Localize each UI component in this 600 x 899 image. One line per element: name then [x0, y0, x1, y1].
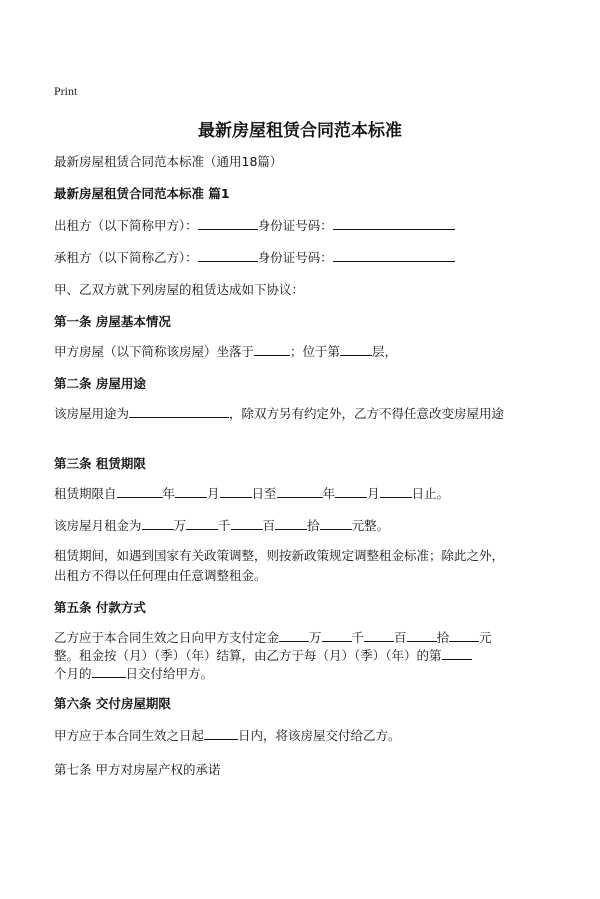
payment-schedule-line: [54, 646, 554, 666]
lessor-line: [54, 216, 554, 236]
lease-term-text: 年: [162, 486, 176, 501]
lease-term-text: 月: [207, 486, 220, 501]
floor-blank[interactable]: [340, 342, 372, 356]
rent-text: 该房屋月租金为: [54, 518, 142, 533]
article5-heading: 第五条 付款方式: [54, 600, 146, 615]
rent-text: 拾: [307, 518, 320, 533]
rent-qian-blank[interactable]: [186, 516, 218, 530]
article6-heading: 第六条 交付房屋期限: [54, 696, 171, 711]
lessor-name-blank[interactable]: [198, 216, 258, 230]
article1-text-part: ；位于第: [290, 344, 341, 359]
deposit-text: 拾: [436, 630, 450, 645]
article2-text-part: 该房屋用途为: [54, 406, 130, 421]
article1-heading: 第一条 房屋基本情况: [54, 314, 171, 329]
lease-term-text: 年: [322, 486, 336, 501]
location-blank[interactable]: [254, 342, 290, 356]
article7-heading: 第七条 甲方对房屋产权的承诺: [54, 762, 221, 777]
usage-blank[interactable]: [129, 404, 229, 418]
lease-term-text: 日止。: [411, 486, 450, 501]
payment-nth-blank[interactable]: [442, 646, 472, 660]
deposit-text: 百: [394, 630, 407, 645]
lessee-name-blank[interactable]: [198, 248, 258, 262]
article1-text-part: 甲方房屋（以下简称该房屋）坐落于: [54, 344, 255, 359]
agreement-intro: 甲、乙双方就下列房屋的租赁达成如下协议：: [54, 282, 305, 297]
lease-term-text: 月: [367, 486, 380, 501]
payment-text: 个月的: [54, 666, 92, 681]
payment-text: 日交付给甲方。: [125, 666, 214, 681]
section-heading: 最新房屋租赁合同范本标准 篇1: [54, 186, 230, 201]
rent-text: 元整。: [351, 518, 390, 533]
rent-text: 万: [173, 518, 187, 533]
deposit-text: 元: [479, 630, 492, 645]
article6-text: [54, 726, 554, 746]
rent-adjust-line2: 出租方不得以任何理由任意调整租金。: [54, 568, 267, 583]
lessor-id-blank[interactable]: [333, 216, 455, 230]
rent-yuan-blank[interactable]: [320, 516, 352, 530]
rent-text: 百: [262, 518, 276, 533]
article6-text-part: 日内，将该房屋交付给乙方。: [238, 728, 401, 743]
deposit-text: 万: [309, 630, 322, 645]
document-subtitle: 最新房屋租赁合同范本标准（通用18篇）: [54, 154, 283, 169]
lease-term-text: 日至: [251, 486, 277, 501]
payment-day-line: [54, 664, 554, 684]
article1-text: [54, 342, 554, 362]
rent-text: 千: [218, 518, 231, 533]
lease-term-line: [54, 484, 554, 504]
deposit-line: [54, 628, 554, 648]
article2-text-part: ，除双方另有约定外，乙方不得任意改变房屋用途: [229, 406, 505, 421]
deposit-text: 乙方应于本合同生效之日向甲方支付定金: [54, 630, 280, 645]
handover-days-blank[interactable]: [204, 726, 238, 740]
payment-day-blank[interactable]: [92, 664, 126, 678]
deposit-shi-blank[interactable]: [407, 628, 437, 642]
deposit-text: 千: [351, 630, 365, 645]
article1-text-part: 层，: [372, 344, 398, 359]
end-day-blank[interactable]: [380, 484, 412, 498]
lease-term-text: 租赁期限自: [54, 486, 117, 501]
lessee-line: [54, 248, 554, 268]
monthly-rent-line: [54, 516, 554, 536]
article3-heading: 第三条 租赁期限: [54, 456, 146, 471]
lessor-label: 出租方（以下简称甲方）：: [54, 218, 198, 233]
start-year-blank[interactable]: [117, 484, 163, 498]
start-month-blank[interactable]: [175, 484, 207, 498]
article6-text-part: 甲方应于本合同生效之日起: [54, 728, 205, 743]
deposit-qian-blank[interactable]: [322, 628, 352, 642]
rent-shi-blank[interactable]: [275, 516, 307, 530]
rent-bai-blank[interactable]: [231, 516, 263, 530]
start-day-blank[interactable]: [220, 484, 252, 498]
end-month-blank[interactable]: [335, 484, 367, 498]
article2-heading: 第二条 房屋用途: [54, 376, 146, 391]
deposit-wan-blank[interactable]: [279, 628, 309, 642]
end-year-blank[interactable]: [277, 484, 323, 498]
print-link[interactable]: Print: [54, 84, 78, 98]
rent-adjust-line1: 租赁期间，如遇到国家有关政策调整，则按新政策规定调整租金标准；除此之外，: [54, 548, 505, 563]
lessor-id-label: 身份证号码：: [257, 218, 333, 233]
deposit-bai-blank[interactable]: [364, 628, 394, 642]
payment-text: 整。租金按（月）（季）（年）结算，由乙方于每（月）（季）（年）的第: [54, 648, 442, 663]
deposit-yuan-blank[interactable]: [449, 628, 479, 642]
article2-text: [54, 404, 554, 424]
document-title: 最新房屋租赁合同范本标准: [198, 121, 402, 141]
lessee-label: 承租方（以下简称乙方）：: [54, 250, 198, 265]
rent-wan-blank[interactable]: [142, 516, 174, 530]
lessee-id-blank[interactable]: [333, 248, 455, 262]
lessee-id-label: 身份证号码：: [257, 250, 333, 265]
